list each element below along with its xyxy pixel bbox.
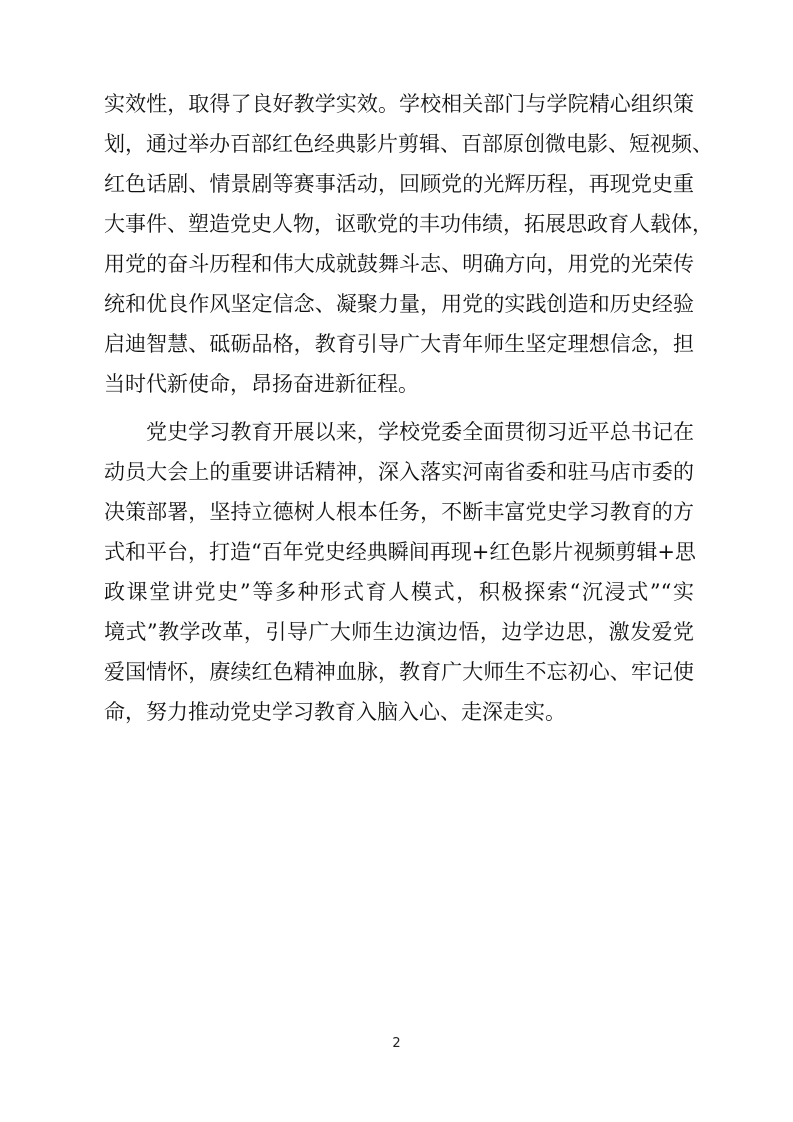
text-line: 用党的奋斗历程和伟大成就鼓舞斗志、明确方向，用党的光荣传 xyxy=(104,252,694,276)
paragraph-2 xyxy=(104,412,694,732)
text-line: 境式”教学改革，引导广大师生边演边悟，边学边思，激发爱党 xyxy=(104,620,694,644)
text-line: 党史学习教育开展以来，学校党委全面贯彻习近平总书记在 xyxy=(146,420,694,444)
text-line: 统和优良作风坚定信念、凝聚力量，用党的实践创造和历史经验 xyxy=(104,292,694,316)
text-line: 式和平台，打造“百年党史经典瞬间再现+红色影片视频剪辑+思 xyxy=(104,540,696,564)
text-line: 红色话剧、情景剧等赛事活动，回顾党的光辉历程，再现党史重 xyxy=(104,172,694,196)
text-line: 划，通过举办百部红色经典影片剪辑、百部原创微电影、短视频、 xyxy=(104,132,713,156)
text-line: 政课堂讲党史”等多种形式育人模式，积极探索“沉浸式”“实 xyxy=(104,580,694,604)
text-line: 爱国情怀，赓续红色精神血脉，教育广大师生不忘初心、牢记使 xyxy=(104,660,694,684)
text-line: 启迪智慧、砥砺品格，教育引导广大青年师生坚定理想信念，担 xyxy=(104,332,694,356)
text-line: 大事件、塑造党史人物，讴歌党的丰功伟绩，拓展思政育人载体， xyxy=(104,212,713,236)
text-line: 决策部署，坚持立德树人根本任务，不断丰富党史学习教育的方 xyxy=(104,500,694,524)
text-line: 命，努力推动党史学习教育入脑入心、走深走实。 xyxy=(104,700,566,724)
text-line: 实效性，取得了良好教学实效。学校相关部门与学院精心组织策 xyxy=(104,92,694,116)
text-line: 当时代新使命，昂扬奋进新征程。 xyxy=(104,372,419,396)
text-line: 动员大会上的重要讲话精神，深入落实河南省委和驻马店市委的 xyxy=(104,460,694,484)
document-body xyxy=(104,84,713,732)
page-number: 2 xyxy=(392,1036,401,1051)
paragraph-1 xyxy=(104,84,713,404)
